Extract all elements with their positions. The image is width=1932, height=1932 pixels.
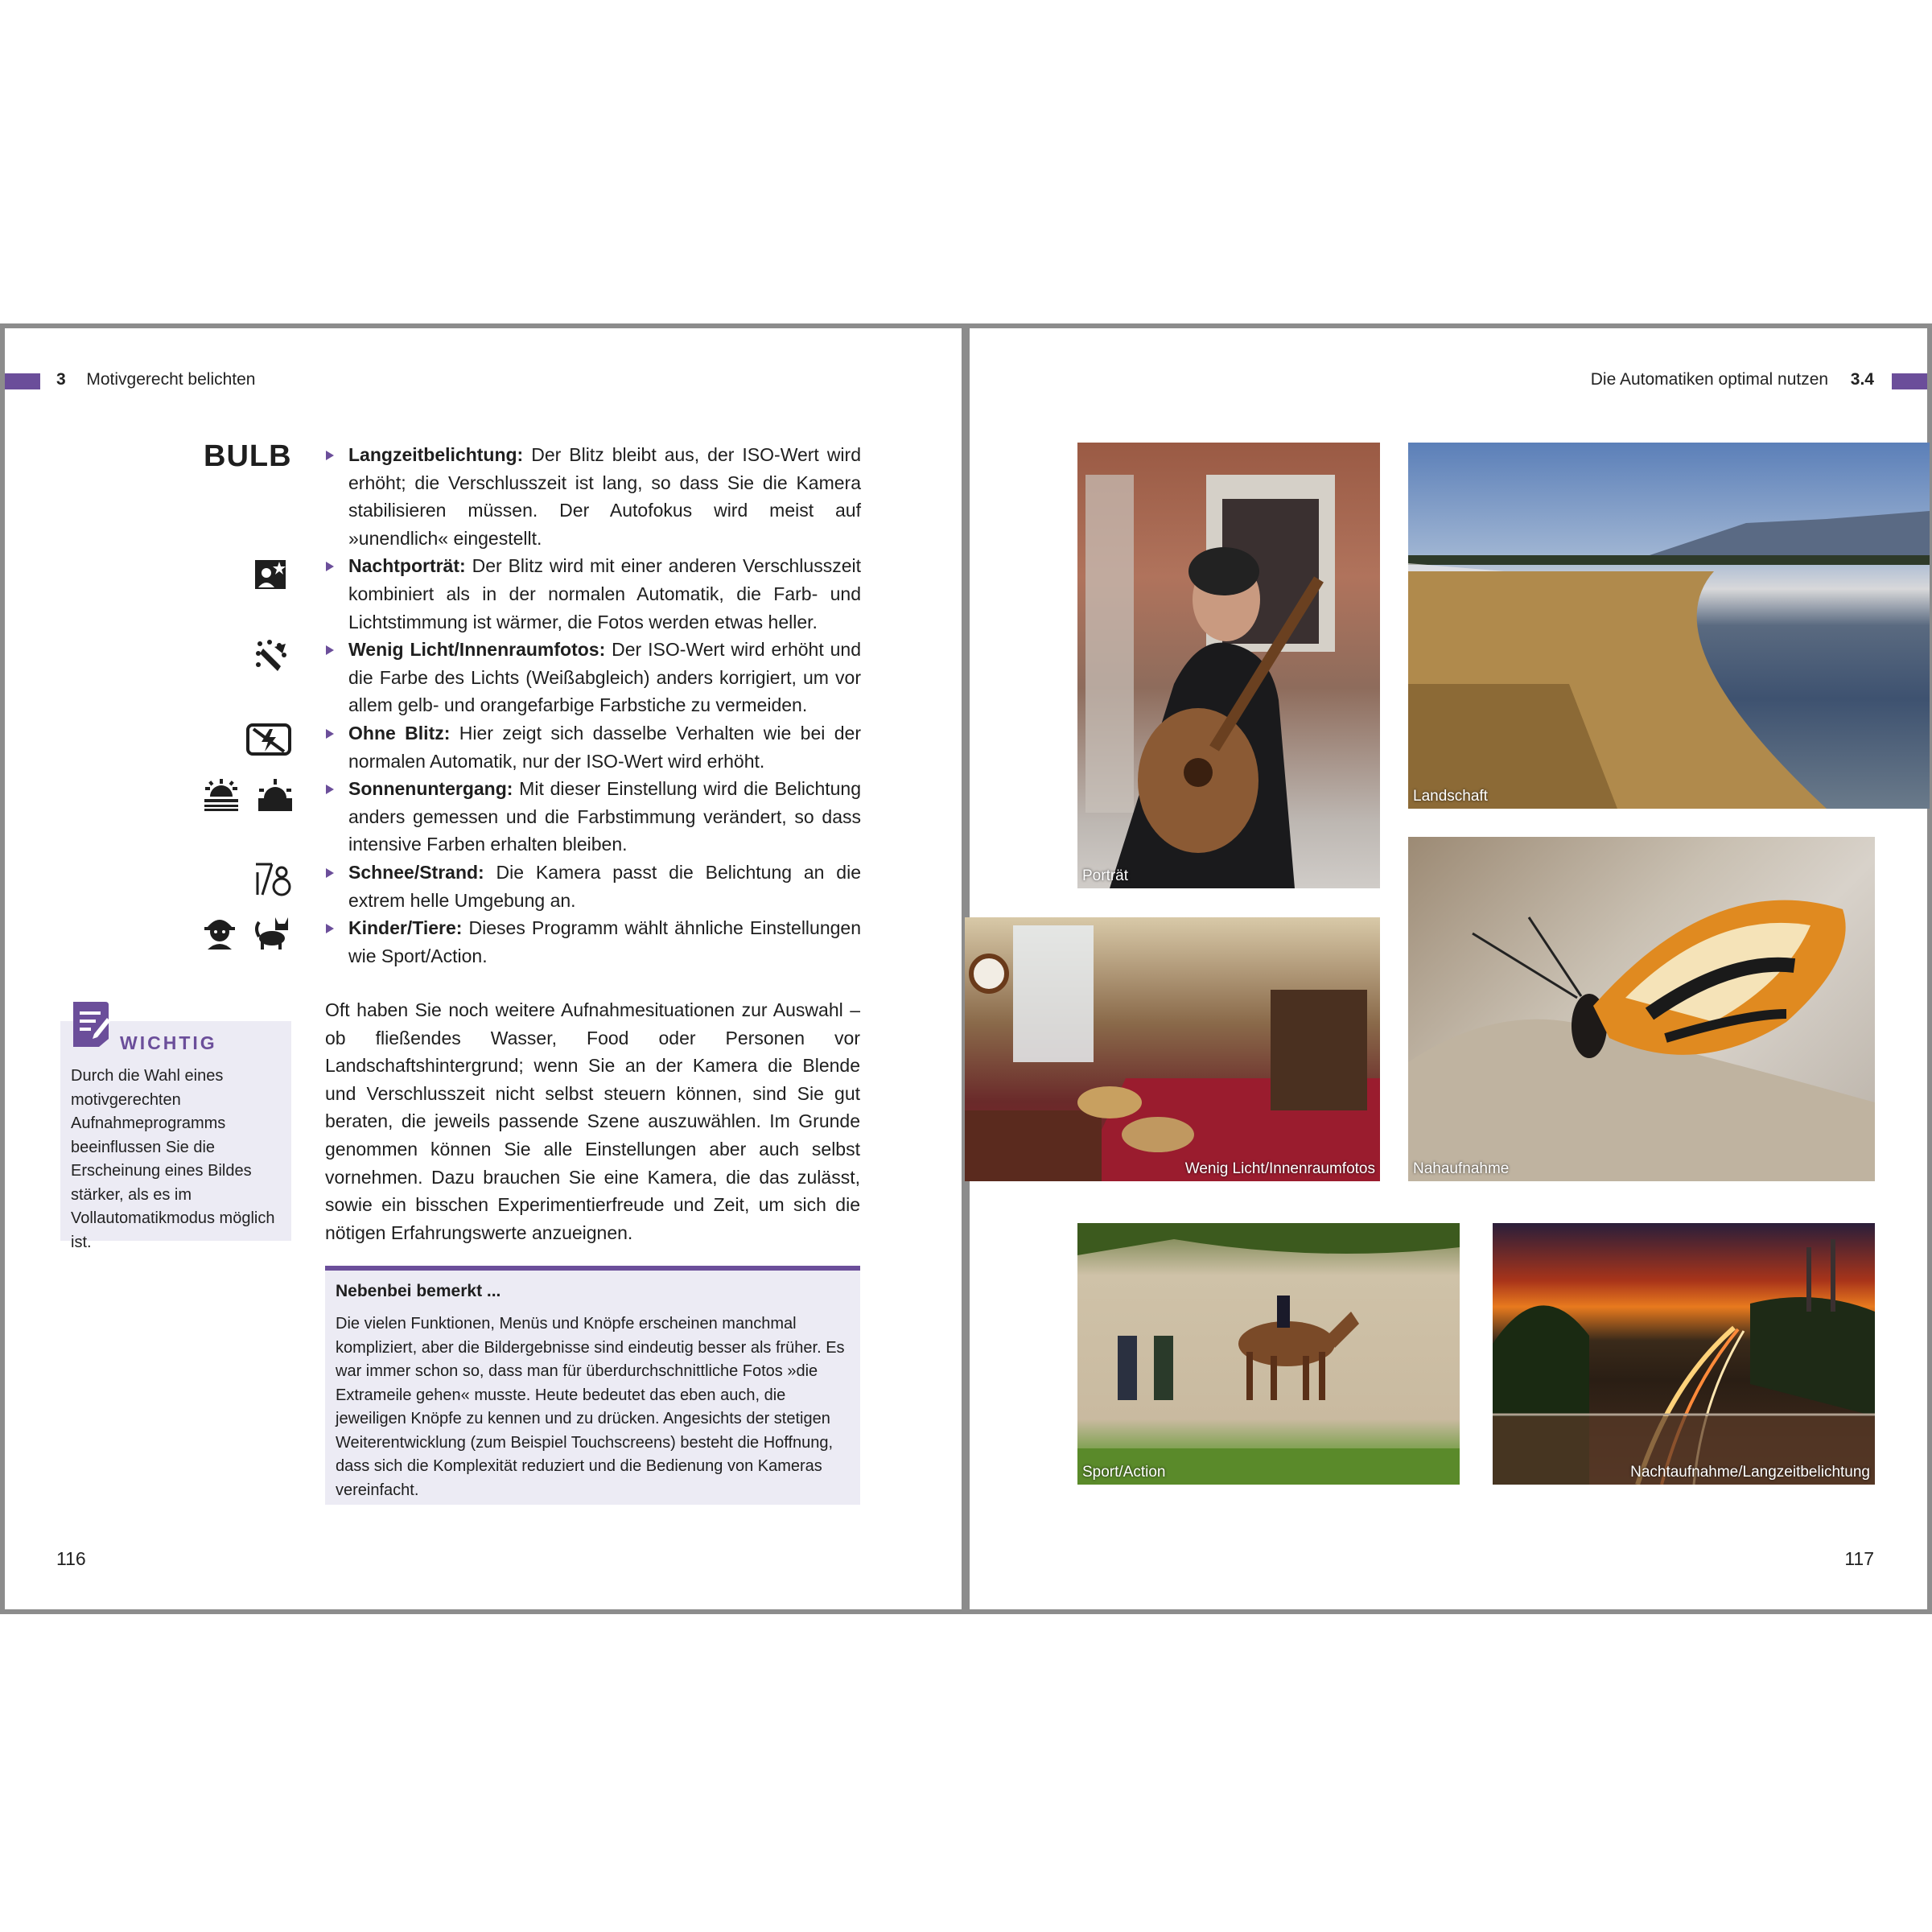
mode-name: Langzeitbelichtung: [348,444,524,465]
page-number-right: 117 [1844,1548,1874,1569]
snow-beach-icon [254,861,293,898]
indoor-scene [965,917,1380,1181]
section-header [1591,370,1874,389]
landscape-scene [1408,443,1930,809]
no-flash-icon [245,723,292,758]
sport-scene [1077,1223,1460,1485]
low-light-icon [253,639,290,676]
portrait-scene [1077,443,1380,888]
mode-name: Schnee/Strand: [348,861,484,883]
photo-portrait [1077,443,1380,888]
side-note-text: Die vielen Funktionen, Menüs und Knöpfe erscheinen manchmal kompliziert, aber die Bildergebnisse sind eindeutig besser als früher. Es war immer schon so, dass man für überdurchschnittliche Fotos »die Extrameile gehen« musste. Heute bedeutet das eben auch, die jeweiligen Knöpfe zu kennen und zu drücken. Angesichts der stetigen Weiterentwicklung (zum Beispiel Touchscreens) besteht die Hoffnung, dass sich die Komplexität reduziert und die Bedienung von Kameras vereinfacht. [336,1315,845,1499]
caption-sport: Sport/Action [1082,1464,1166,1481]
mode-description: Hier zeigt sich dasselbe Verhalten wie bei der normalen Automatik, nur der ISO-Wert wird erhöht. [348,722,861,772]
sunset-icon-1 [202,779,241,813]
pets-icon [254,914,291,951]
mode-description: Der Blitz wird mit einer anderen Verschlusszeit kombiniert als in der normalen Automatik, die Farb- und Lichtstimmung ist wärmer, die Fotos werden etwas heller. [348,555,861,632]
night-scene [1493,1223,1875,1485]
mode-name: Wenig Licht/Innenraumfotos: [348,639,606,661]
caption-macro: Nahaufnahme [1413,1160,1510,1177]
mode-name: Nachtporträt: [348,555,466,577]
page-number-left: 116 [56,1548,86,1569]
section-number: 3.4 [1850,370,1874,389]
chapter-accent-bar [5,373,40,389]
mode-item-night-portrait [326,552,861,636]
photo-landscape [1408,443,1930,809]
mode-name: Sonnenuntergang: [348,778,513,800]
photo-indoor [965,917,1380,1181]
bulb-icon: BULB [204,439,292,473]
body-paragraph: Oft haben Sie noch weitere Aufnahmesituationen zur Auswahl – ob fließendes Wasser, Food oder Personen vor Landschaftshintergrund; wenn Sie an der Kamera die Blende und Verschlusszeit nicht selbst steuern können, sind Sie gut beraten, die jeweils passende Szene auszuwählen. Im Grunde genommen können Sie alle Einstellungen aber auch selbst vornehmen. Dazu brauchen Sie eine Kamera, die das zulässt, sowie ein bisschen Experimentierfreude und Zeit, um sich die nötigen Erfahrungswerte anzueignen. [325,999,860,1243]
left-page [0,323,966,1614]
mode-item-sunset [326,775,861,859]
section-accent-bar [1892,373,1927,389]
mode-item-snow-beach [326,859,861,914]
mode-item-low-light [326,636,861,719]
chapter-title: Motivgerecht belichten [86,370,256,389]
chapter-number: 3 [56,370,66,389]
sunset-icon-2 [256,779,295,813]
important-box [60,1021,291,1251]
mode-description: Der ISO-Wert wird erhöht und die Farbe des Lichts (Weißabgleich) anders korrigiert, um vor allem gelb- und orangefarbige Farbstiche zu vermeiden. [348,639,862,716]
mode-description: Dieses Programm wählt ähnliche Einstellungen wie Sport/Action. [348,917,861,966]
mode-item-kids-pets [326,914,861,970]
photo-sport [1077,1223,1460,1485]
caption-portrait: Porträt [1082,867,1129,884]
section-title: Die Automatiken optimal nutzen [1590,370,1829,389]
mode-description: Mit dieser Einstellung wird die Belichtung anders gemessen und die Farbstimmung verändert, so dass intensive Farben erhalten bleiben. [348,778,861,855]
photo-macro [1408,837,1875,1181]
mode-list [326,441,861,970]
chapter-header [56,370,256,389]
important-title: WICHTIG [120,1032,217,1053]
note-icon [70,999,112,1048]
side-note-title: Nebenbei bemerkt ... [336,1282,501,1300]
caption-night: Nachtaufnahme/Langzeitbelichtung [1630,1464,1870,1481]
mode-item-long-exposure [326,441,861,552]
night-portrait-icon [253,557,289,592]
mode-description: Der Blitz bleibt aus, der ISO-Wert wird erhöht; die Verschlusszeit ist lang, so dass Sie die Kamera stabilisieren müssen. Der Autofokus wird meist auf »unendlich« eingestellt. [348,444,861,549]
book-spread [0,323,1932,1614]
kids-icon [201,914,238,951]
caption-indoor: Wenig Licht/Innenraumfotos [1184,1160,1375,1177]
mode-name: Kinder/Tiere: [348,917,463,939]
macro-scene [1408,837,1875,1181]
photo-night [1493,1223,1875,1485]
mode-name: Ohne Blitz: [348,722,451,744]
important-text: Durch die Wahl eines motivgerechten Aufnahmeprogramms beeinflussen Sie die Erscheinung eines Bildes stärker, als es im Vollautomatikmodus möglich ist. [71,1067,275,1251]
mode-description: Die Kamera passt die Belichtung an die extrem helle Umgebung an. [348,861,861,911]
mode-item-no-flash [326,719,861,775]
caption-landscape: Landschaft [1413,788,1488,805]
side-note-box [325,1266,860,1505]
